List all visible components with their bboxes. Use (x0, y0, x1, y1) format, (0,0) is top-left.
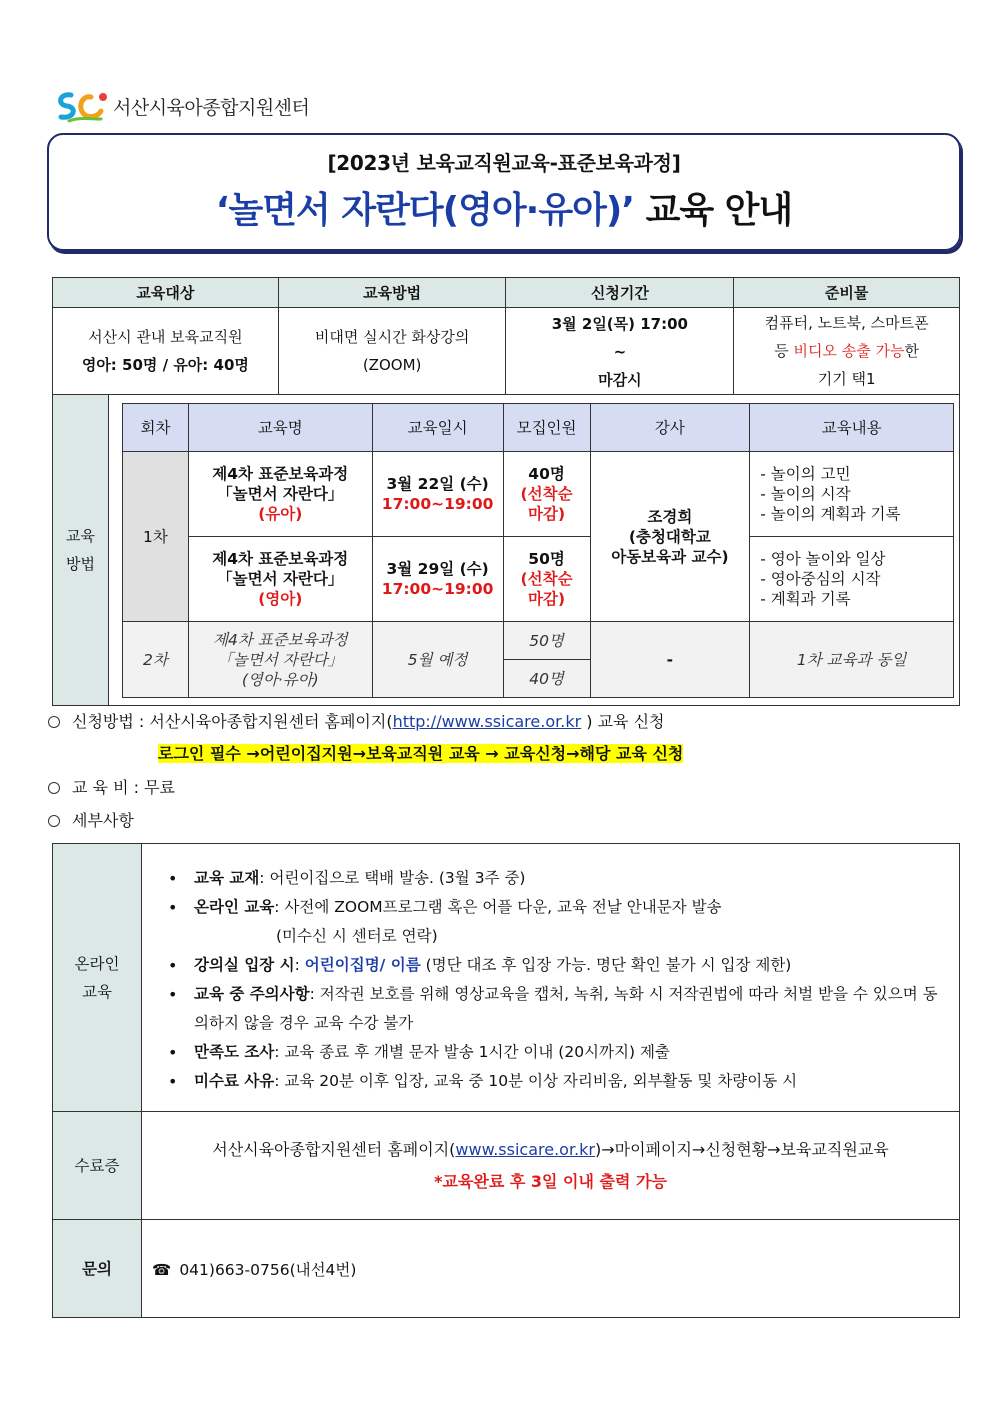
content-b (750, 537, 954, 622)
content-item: - 놀이의 고민 (760, 465, 851, 483)
phone-icon: ☎ (152, 1260, 172, 1279)
certificate-link[interactable]: www.ssicare.or.kr (455, 1139, 595, 1159)
course-date-a (372, 452, 503, 537)
list-item: • 강의실 입장 시: 어린이집명/ 이름 (명단 대조 후 입장 가능. 명단 확인 불가 시 입장 제한) (166, 951, 949, 980)
header-materials: 준비물 (734, 278, 960, 308)
item-title: 교육 중 주의사항 (194, 984, 310, 1003)
method-label-1: 교육 (66, 527, 95, 545)
title-box (47, 133, 961, 251)
instructor-name: 조경희 (647, 507, 693, 526)
count-note: (선착순 (520, 570, 573, 588)
target-cell (53, 308, 279, 395)
header-period: 신청기간 (506, 278, 734, 308)
item-title: 온라인 교육 (194, 897, 275, 916)
circle-bullet-icon (48, 815, 60, 827)
course-name-line: 제4차 표준보육과정 (212, 465, 349, 483)
cert-pre: 서산시육아종합지원센터 홈페이지( (212, 1139, 456, 1159)
table-row (123, 622, 954, 660)
content-item: - 영아 놀이와 일상 (760, 550, 886, 568)
instructor-2: - (590, 622, 750, 698)
contact-number: 041)663-0756(내선4번) (179, 1260, 357, 1279)
method-zoom: (ZOOM) (362, 356, 422, 374)
list-item (166, 864, 949, 893)
contact-label: 문의 (53, 1220, 142, 1318)
col-date: 교육일시 (372, 404, 503, 452)
period-end: 마감시 (598, 371, 642, 389)
item-text: : 사전에 ZOOM프로그램 혹은 어플 다운, 교육 전날 안내문자 발송 (274, 897, 722, 916)
round-1: 1차 (123, 452, 189, 622)
item-title: 미수료 사유 (194, 1071, 275, 1090)
online-label-1: 온라인 (74, 954, 120, 973)
list-item (166, 1038, 949, 1067)
materials-line3: 기기 택1 (817, 370, 876, 388)
method-section (52, 394, 960, 706)
materials-pre: 등 (774, 342, 794, 360)
count-value: 40명 (528, 465, 565, 483)
count-b (503, 537, 590, 622)
course-name-line: 「놀면서 자란다」 (217, 485, 344, 503)
materials-highlight: 비디오 송출 가능 (793, 342, 905, 360)
logo-mark-icon (55, 89, 111, 123)
online-label (53, 844, 142, 1112)
fee-text: 교 육 비 : 무료 (72, 778, 176, 797)
course-name-infant (188, 537, 372, 622)
instructor-title: 아동보육과 교수) (611, 547, 729, 566)
content-2: 1차 교육과 동일 (750, 622, 954, 698)
count-value: 50명 (528, 550, 565, 568)
materials-line2 (734, 337, 959, 365)
course-name-line: 제4차 표준보육과정 (212, 630, 348, 649)
summary-table (52, 277, 960, 395)
count-2b: 40명 (503, 660, 590, 698)
title-program-name: ‘놀면서 자란다(영아·유아)’ (215, 190, 635, 231)
count-a (503, 452, 590, 537)
list-item (166, 1067, 949, 1096)
materials-post: 한 (904, 342, 919, 360)
count-note: (선착순 (520, 485, 573, 503)
instructor-cell (590, 452, 750, 622)
materials-cell (734, 308, 960, 395)
details-note (48, 808, 134, 831)
materials-line1: 컴퓨터, 노트북, 스마트폰 (764, 314, 929, 332)
certificate-label: 수료증 (53, 1112, 142, 1220)
method-cell (278, 308, 506, 395)
item-title: 교육 교재 (194, 868, 260, 887)
period-cell (506, 308, 734, 395)
contact-cell (142, 1220, 960, 1318)
period-start: 3월 2일(목) 17:00 (551, 315, 688, 333)
item-text: : 어린이집으로 택배 발송. (3월 3주 중) (259, 868, 526, 887)
item-subtext: (미수신 시 센터로 연락) (276, 926, 438, 945)
header-method: 교육방법 (278, 278, 506, 308)
col-name: 교육명 (188, 404, 372, 452)
course-age: (영아) (258, 590, 303, 608)
count-note: 마감) (528, 505, 566, 523)
apply-path (158, 741, 683, 764)
content-a (750, 452, 954, 537)
certificate-note: *교육완료 후 3일 이내 출력 가능 (434, 1171, 667, 1191)
apply-note (48, 709, 664, 732)
col-content: 교육내용 (750, 404, 954, 452)
course-date-2: 5월 예정 (372, 622, 503, 698)
instructor-affiliation: (충청대학교 (628, 527, 711, 546)
count-note: 마감) (528, 590, 566, 608)
title-line1: [2023년 보육교직원교육-표준보육과정] (327, 151, 681, 175)
details-text: 세부사항 (72, 811, 134, 830)
certificate-cell (142, 1112, 960, 1220)
count-2a: 50명 (503, 622, 590, 660)
title-line2 (49, 182, 959, 233)
apply-rest: ) 교육 신청 (581, 712, 665, 731)
method-label-2: 방법 (66, 555, 95, 573)
course-time: 17:00~19:00 (381, 495, 494, 513)
table-row (123, 452, 954, 537)
item-text: : 교육 20분 이후 입장, 교육 중 10분 이상 자리비움, 외부활동 및 차량이동 시 (274, 1071, 798, 1090)
round-2: 2차 (123, 622, 189, 698)
target-text: 서산시 관내 보육교직원 (88, 328, 243, 346)
course-date-b (372, 537, 503, 622)
apply-path-highlight: 로그인 필수 →어린이집지원→보육교직원 교육 → 교육신청→해당 교육 신청 (158, 744, 684, 763)
content-item: - 영아중심의 시작 (760, 570, 881, 588)
course-name-line: 「놀면서 자란다」 (217, 650, 344, 669)
online-details (142, 844, 960, 1112)
header-target: 교육대상 (53, 278, 279, 308)
period-tilde: ~ (613, 343, 627, 361)
col-instructor: 강사 (590, 404, 750, 452)
table-row (123, 537, 954, 622)
course-time: 17:00~19:00 (381, 580, 494, 598)
course-date: 3월 29일 (수) (386, 560, 489, 578)
course-date: 3월 22일 (수) (386, 475, 489, 493)
course-age: (영아·유아) (241, 670, 319, 689)
session-table (122, 403, 954, 698)
target-count: 영아: 50명 / 유아: 40명 (81, 356, 249, 374)
content-item: - 놀이의 시작 (760, 485, 851, 503)
fee-note (48, 775, 175, 798)
course-name-line: 제4차 표준보육과정 (212, 550, 349, 568)
item-text: : 저작권 보호를 위해 영상교육을 캡처, 녹취, 녹화 시 저작권법에 따라 처벌 받을 수 있으며 동의하지 않을 경우 교육 수강 불가 (194, 984, 938, 1032)
item-title: 강의실 입장 시 (194, 955, 295, 974)
details-table (52, 843, 960, 1318)
course-age: (유아) (258, 505, 303, 523)
item-highlight: 어린이집명/ 이름 (304, 955, 421, 974)
logo-text: 서산시육아종합지원센터 (113, 96, 310, 119)
method-label (53, 395, 109, 705)
apply-label: 신청방법 : 서산시육아종합지원센터 홈페이지( (72, 712, 393, 731)
circle-bullet-icon (48, 782, 60, 794)
homepage-link[interactable]: http://www.ssicare.or.kr (392, 712, 582, 731)
item-text: : 교육 종료 후 개별 문자 발송 1시간 이내 (20시까지) 제출 (274, 1042, 670, 1061)
item-text: (명단 대조 후 입장 가능. 명단 확인 불가 시 입장 제한) (420, 955, 792, 974)
title-suffix: 교육 안내 (634, 190, 793, 231)
circle-bullet-icon (48, 716, 60, 728)
content-item: - 계획과 기록 (760, 590, 851, 608)
certificate-path (142, 1134, 959, 1166)
list-item (166, 893, 949, 951)
online-label-2: 교육 (82, 982, 112, 1001)
course-name-line: 「놀면서 자란다」 (217, 570, 344, 588)
content-item: - 놀이의 계획과 기록 (760, 505, 901, 523)
cert-post: )→마이페이지→신청현황→보육교직원교육 (594, 1139, 889, 1159)
list-item (166, 980, 949, 1038)
course-name-both (188, 622, 372, 698)
item-title: 만족도 조사 (194, 1042, 275, 1061)
method-text: 비대면 실시간 화상강의 (314, 328, 470, 346)
center-logo (55, 88, 309, 124)
col-round: 회차 (123, 404, 189, 452)
col-count: 모집인원 (503, 404, 590, 452)
course-name-child (188, 452, 372, 537)
